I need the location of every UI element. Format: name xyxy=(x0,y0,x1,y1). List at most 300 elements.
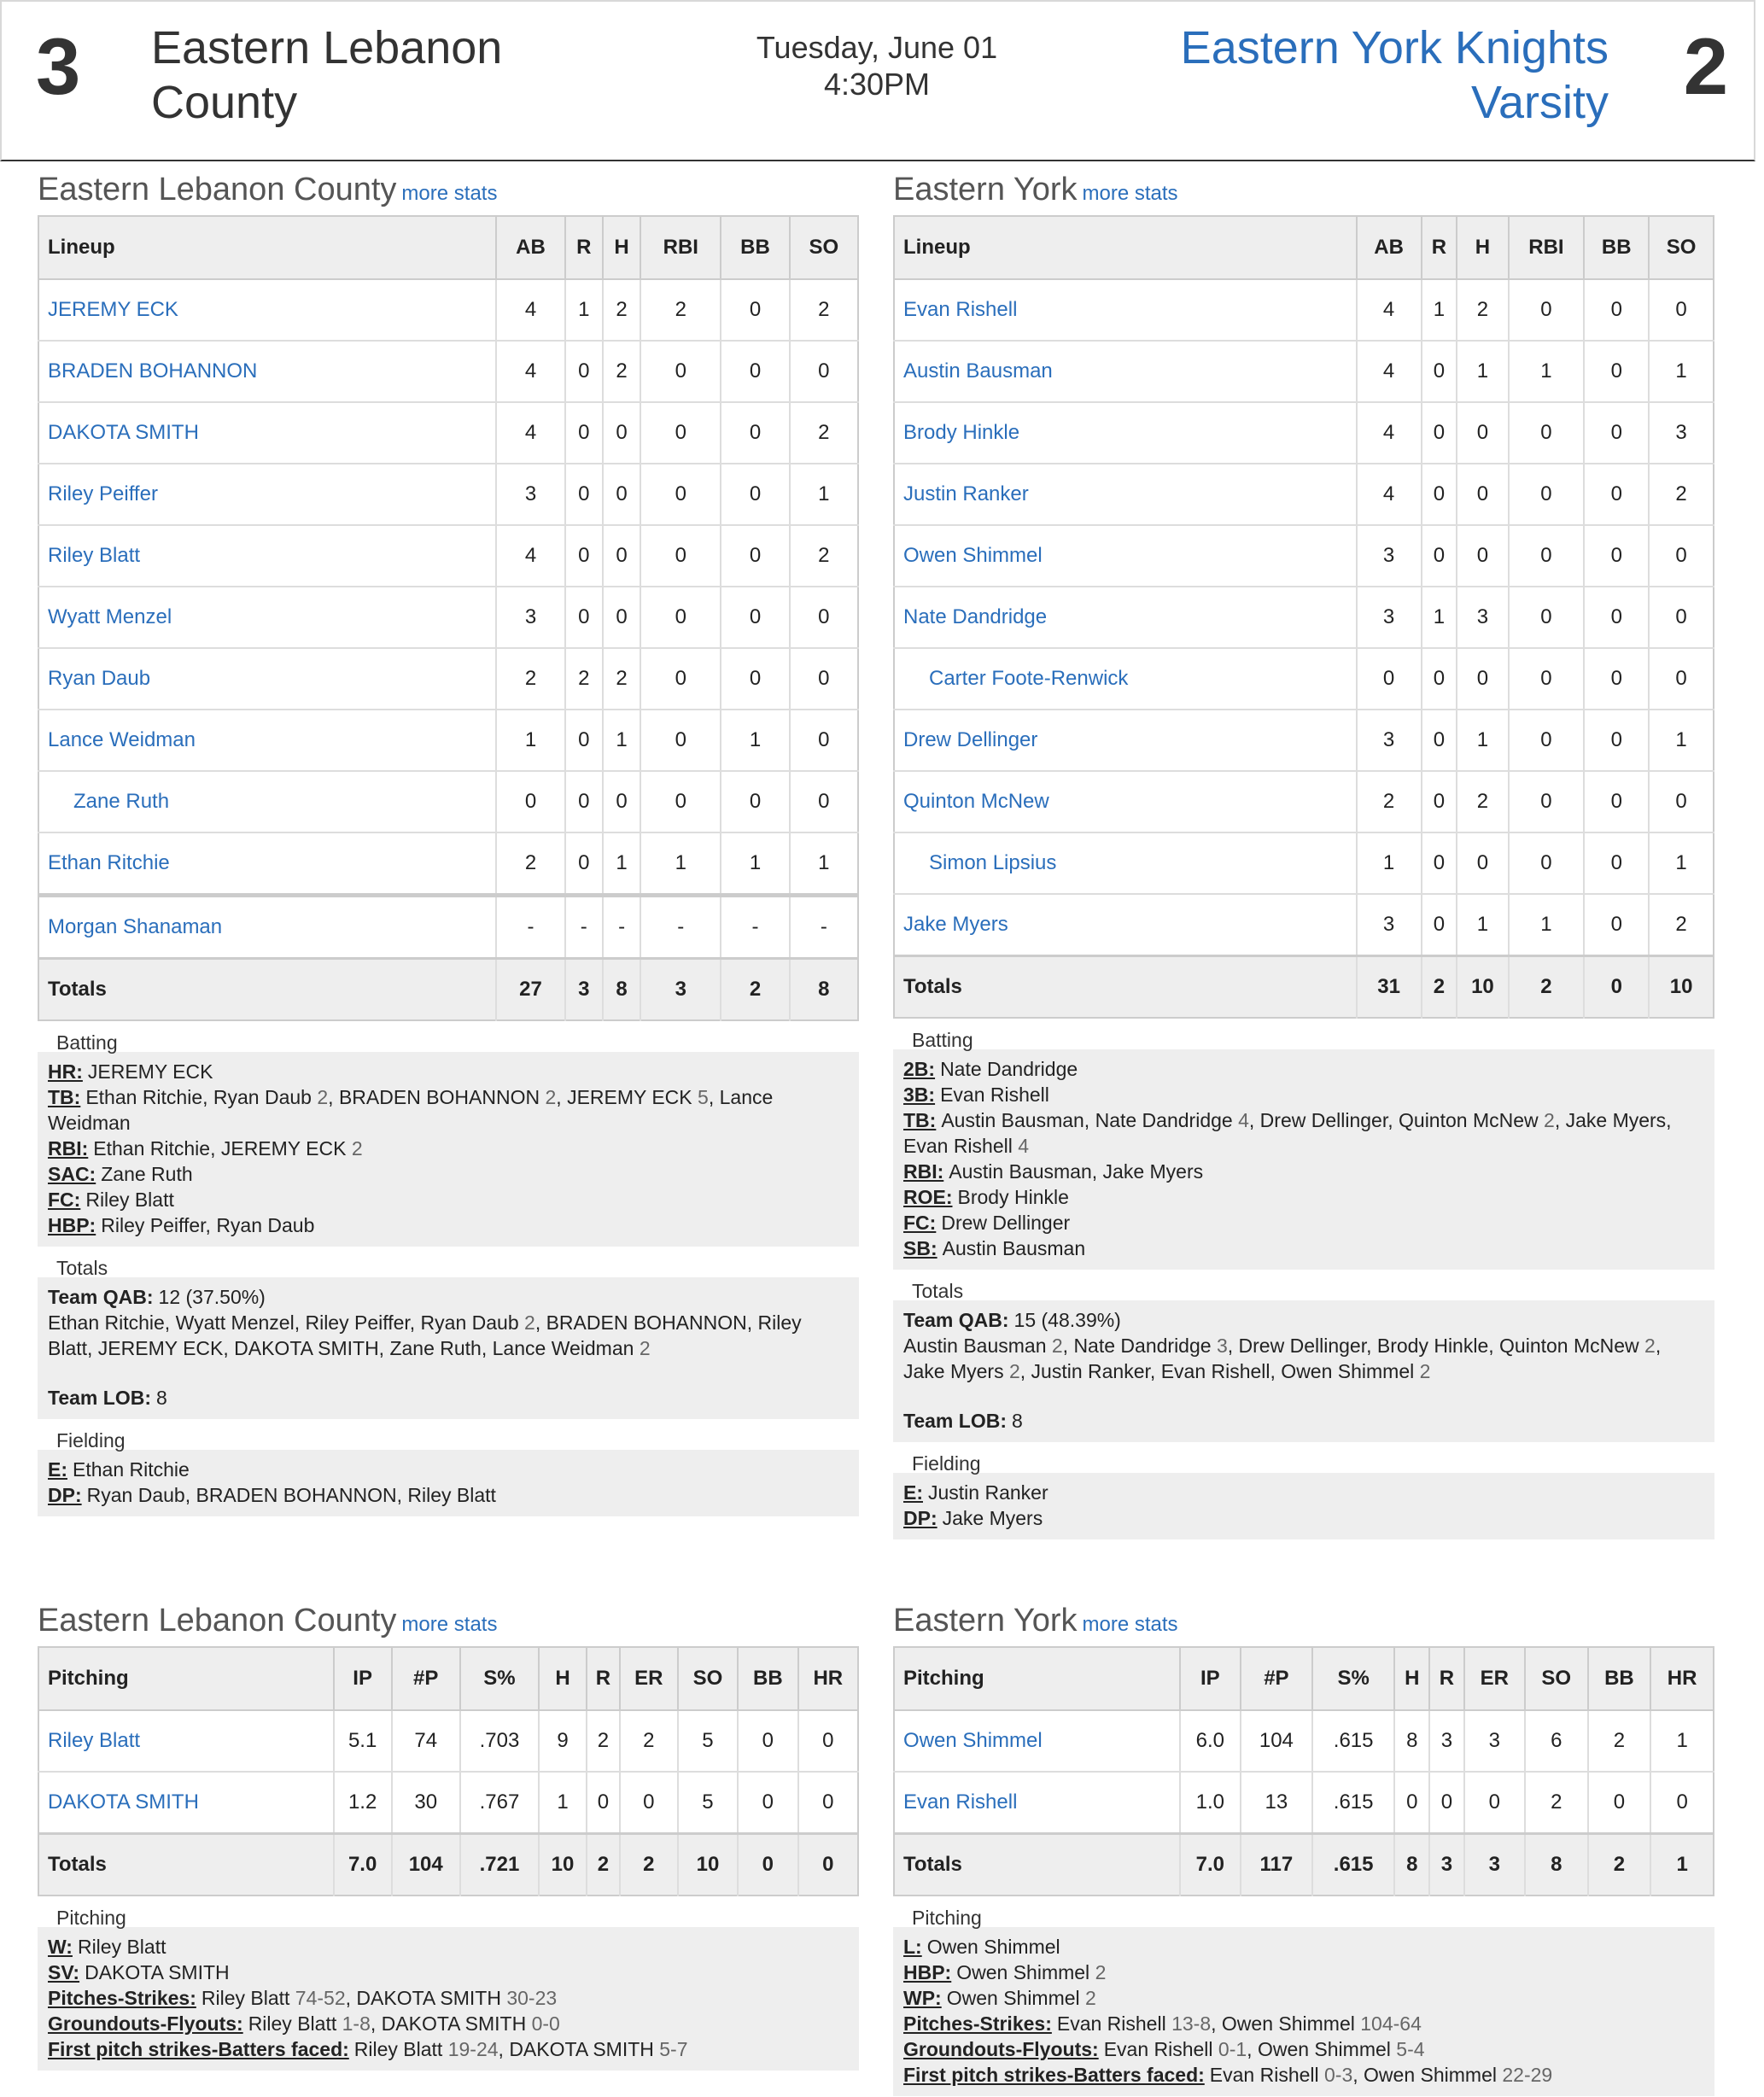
player-name-link[interactable]: Riley Peiffer xyxy=(38,464,496,525)
totals-summary xyxy=(38,1257,859,1419)
stat-cell: 8 xyxy=(1394,1710,1429,1772)
totals-label: Totals xyxy=(894,956,1357,1019)
player-name-link[interactable]: Quinton McNew xyxy=(894,771,1357,832)
stat-cell: 0 xyxy=(1584,832,1649,894)
column-header: HR xyxy=(1650,1647,1714,1710)
stat-cell: 0 xyxy=(640,771,721,832)
stat-cell: 3 xyxy=(1357,525,1422,587)
stat-cell: 0 xyxy=(790,710,858,771)
player-name-link[interactable]: Morgan Shanaman xyxy=(38,896,496,959)
totals-cell: 2 xyxy=(721,959,789,1021)
stat-value: , Owen Shimmel xyxy=(1352,2064,1503,2086)
stat-line xyxy=(903,1408,1704,1434)
totals-cell: 10 xyxy=(1457,956,1508,1019)
team-title: Eastern Lebanon County xyxy=(38,172,397,207)
stat-value: 22-29 xyxy=(1502,2064,1553,2086)
stat-line xyxy=(48,1985,849,2011)
stat-cell: 0 xyxy=(721,402,789,464)
player-name-link[interactable]: Riley Blatt xyxy=(38,525,496,587)
stat-cell: 4 xyxy=(496,402,564,464)
totals-cell: 0 xyxy=(738,1834,797,1896)
stat-cell: 0 xyxy=(1457,402,1508,464)
player-row xyxy=(38,771,858,832)
left-batting-section xyxy=(38,164,859,1516)
stat-cell: 3 xyxy=(1457,587,1508,648)
more-stats-link[interactable]: more stats xyxy=(1082,182,1178,205)
stat-cell: 0 xyxy=(640,464,721,525)
section-title xyxy=(38,1595,859,1646)
game-time: 4:30PM xyxy=(823,67,931,102)
totals-row xyxy=(38,1834,858,1896)
player-row xyxy=(894,832,1714,894)
player-name-link[interactable]: DAKOTA SMITH xyxy=(38,402,496,464)
player-name-link[interactable]: Brody Hinkle xyxy=(894,402,1357,464)
column-header: R xyxy=(587,1647,620,1710)
stat-cell: 0 xyxy=(790,771,858,832)
player-name-link[interactable]: Austin Bausman xyxy=(894,341,1357,402)
column-header: AB xyxy=(496,216,564,279)
section-title xyxy=(38,164,859,215)
player-name-link[interactable]: Wyatt Menzel xyxy=(38,587,496,648)
stat-cell: 0 xyxy=(1509,279,1585,341)
stat-value: 8 xyxy=(1011,1410,1023,1432)
stat-cell: 0 xyxy=(1588,1772,1651,1834)
stat-cell: 3 xyxy=(496,587,564,648)
stat-cell: 3 xyxy=(1357,894,1422,956)
stat-value: 0-1 xyxy=(1218,2038,1247,2060)
stat-key: E: xyxy=(903,1481,923,1504)
stat-value: 0-3 xyxy=(1324,2064,1353,2086)
stat-cell: 0 xyxy=(1509,832,1585,894)
stat-value: 5-4 xyxy=(1396,2038,1425,2060)
stat-cell: 0 xyxy=(565,710,603,771)
column-header: S% xyxy=(460,1647,539,1710)
stat-cell: 0 xyxy=(1584,710,1649,771)
stat-cell: 1 xyxy=(603,832,640,896)
stat-cell: 3 xyxy=(496,464,564,525)
fielding-summary-legend: Fielding xyxy=(56,1429,126,1452)
stat-value: , Jake Myers xyxy=(903,1335,1662,1382)
player-row xyxy=(38,1710,858,1772)
stat-cell: 0 xyxy=(721,771,789,832)
stat-cell: 0 xyxy=(620,1772,678,1834)
stat-cell: 1 xyxy=(790,832,858,896)
player-row xyxy=(38,710,858,771)
stat-cell: 0 xyxy=(1457,525,1508,587)
totals-label: Totals xyxy=(38,1834,334,1896)
player-name-link[interactable]: Lance Weidman xyxy=(38,710,496,771)
totals-cell: 2 xyxy=(1588,1834,1651,1896)
column-header: R xyxy=(1429,1647,1464,1710)
stat-value: Ethan Ritchie, JEREMY ECK xyxy=(93,1137,352,1159)
stat-cell: 1 xyxy=(1457,894,1508,956)
stat-cell: 0 xyxy=(721,525,789,587)
stat-cell: 0 xyxy=(738,1710,797,1772)
player-row xyxy=(894,771,1714,832)
stat-key: FC: xyxy=(903,1212,937,1234)
pitching-table xyxy=(38,1646,859,1896)
player-row xyxy=(894,1772,1714,1834)
stat-key: TB: xyxy=(48,1086,81,1108)
stat-key: First pitch strikes-Batters faced: xyxy=(48,2038,349,2060)
stat-value: 2 xyxy=(639,1337,651,1359)
stat-cell: 4 xyxy=(1357,279,1422,341)
stat-cell: 3 xyxy=(1429,1710,1464,1772)
stat-key: FC: xyxy=(48,1189,81,1211)
stat-cell: 0 xyxy=(603,464,640,525)
stat-value: Evan Rishell xyxy=(1056,2012,1172,2035)
stat-cell: 4 xyxy=(1357,464,1422,525)
more-stats-link[interactable]: more stats xyxy=(401,1613,498,1636)
stat-line xyxy=(48,1482,849,1508)
home-team-name: Eastern Lebanon County xyxy=(151,22,503,128)
totals-cell: 117 xyxy=(1241,1834,1312,1896)
stat-line xyxy=(48,1385,849,1411)
stat-line xyxy=(48,2011,849,2036)
stat-cell: 0 xyxy=(565,771,603,832)
stat-cell: 1 xyxy=(603,710,640,771)
batting-summary-legend: Batting xyxy=(56,1031,118,1054)
player-name-link[interactable]: Drew Dellinger xyxy=(894,710,1357,771)
stat-cell: 0 xyxy=(1422,771,1457,832)
stat-cell: 3 xyxy=(1357,587,1422,648)
stat-line xyxy=(903,1107,1704,1159)
totals-cell: 27 xyxy=(496,959,564,1021)
player-name-link[interactable]: DAKOTA SMITH xyxy=(38,1772,334,1834)
totals-label: Totals xyxy=(894,1834,1180,1896)
table-header-row xyxy=(894,1647,1714,1710)
stat-cell: 0 xyxy=(1357,648,1422,710)
stat-value: 15 (48.39%) xyxy=(1013,1309,1121,1331)
column-header: BB xyxy=(738,1647,797,1710)
stat-cell: 0 xyxy=(565,587,603,648)
column-header: IP xyxy=(1180,1647,1241,1710)
table-header-row xyxy=(894,216,1714,279)
team-title: Eastern Lebanon County xyxy=(38,1603,397,1638)
player-row xyxy=(894,402,1714,464)
stat-cell: - xyxy=(721,896,789,959)
stat-value: Austin Bausman, Jake Myers xyxy=(949,1160,1204,1183)
stat-key: Pitches-Strikes: xyxy=(903,2012,1052,2035)
stat-cell: 4 xyxy=(496,525,564,587)
stat-key: Team LOB: xyxy=(903,1410,1007,1432)
player-name-link[interactable]: Evan Rishell xyxy=(894,279,1357,341)
player-row xyxy=(894,341,1714,402)
stat-line xyxy=(903,2062,1704,2088)
stat-line xyxy=(48,1084,849,1136)
stat-cell: 0 xyxy=(1584,648,1649,710)
stat-cell: 6 xyxy=(1525,1710,1588,1772)
stat-value: Owen Shimmel xyxy=(946,1987,1086,2009)
stat-value: , JEREMY ECK xyxy=(556,1086,698,1108)
stat-value: 0-0 xyxy=(531,2012,560,2035)
stat-cell: 2 xyxy=(790,402,858,464)
stat-cell: 2 xyxy=(790,525,858,587)
player-row xyxy=(38,587,858,648)
stat-cell: 0 xyxy=(721,341,789,402)
column-header: R xyxy=(1422,216,1457,279)
player-name-link[interactable]: Riley Blatt xyxy=(38,1710,334,1772)
stat-cell: - xyxy=(790,896,858,959)
stat-cell: 1 xyxy=(496,710,564,771)
stat-cell: 1 xyxy=(1509,341,1585,402)
stat-value: Zane Ruth xyxy=(101,1163,193,1185)
stat-cell: 1.0 xyxy=(1180,1772,1241,1834)
stat-key: DP: xyxy=(48,1484,82,1506)
stat-cell: 0 xyxy=(1509,771,1585,832)
stat-value: , Justin Ranker, Evan Rishell, Owen Shimmel xyxy=(1019,1360,1420,1382)
stat-line xyxy=(903,1985,1704,2011)
player-name-link[interactable]: Carter Foote-Renwick xyxy=(894,648,1357,710)
stat-key: Pitches-Strikes: xyxy=(48,1987,196,2009)
stat-cell: 4 xyxy=(496,279,564,341)
section-title xyxy=(893,1595,1714,1646)
stat-cell: 3 xyxy=(1464,1710,1525,1772)
totals-cell: 104 xyxy=(392,1834,460,1896)
totals-summary xyxy=(893,1280,1714,1442)
stat-cell: 0 xyxy=(496,771,564,832)
game-header xyxy=(0,0,1755,161)
stat-cell: 2 xyxy=(790,279,858,341)
pitching-summary xyxy=(893,1907,1714,2096)
stat-value: 2 xyxy=(545,1086,557,1108)
stat-key: HBP: xyxy=(903,1961,952,1983)
stat-value: , BRADEN BOHANNON xyxy=(328,1086,546,1108)
player-name-link[interactable]: Ryan Daub xyxy=(38,648,496,710)
stat-line xyxy=(903,1384,1704,1408)
stat-value: 2 xyxy=(1008,1360,1020,1382)
column-header: H xyxy=(539,1647,587,1710)
stat-cell: 0 xyxy=(1584,894,1649,956)
stat-value: Ethan Ritchie, Ryan Daub xyxy=(85,1086,318,1108)
stat-cell: 1 xyxy=(1422,587,1457,648)
stat-cell: 2 xyxy=(1457,279,1508,341)
player-name-link[interactable]: Evan Rishell xyxy=(894,1772,1180,1834)
column-header: Pitching xyxy=(894,1647,1180,1710)
player-name-link[interactable]: Ethan Ritchie xyxy=(38,832,496,896)
column-header: SO xyxy=(790,216,858,279)
totals-summary-legend: Totals xyxy=(912,1280,964,1302)
stat-cell: 5 xyxy=(678,1710,738,1772)
stat-cell: 0 xyxy=(565,402,603,464)
totals-cell: 7.0 xyxy=(1180,1834,1241,1896)
stat-cell: 0 xyxy=(1649,525,1714,587)
stat-cell: 0 xyxy=(1457,648,1508,710)
stat-value: Jake Myers xyxy=(942,1507,1043,1529)
stat-key: HBP: xyxy=(48,1214,96,1236)
stat-cell: 0 xyxy=(1509,710,1585,771)
player-name-link[interactable]: Nate Dandridge xyxy=(894,587,1357,648)
stat-cell: 0 xyxy=(1584,587,1649,648)
totals-cell: 10 xyxy=(678,1834,738,1896)
stat-value: 2 xyxy=(317,1086,329,1108)
stat-cell: 1 xyxy=(1649,341,1714,402)
totals-cell: 3 xyxy=(1429,1834,1464,1896)
column-header: HR xyxy=(798,1647,858,1710)
pitching-summary-legend: Pitching xyxy=(912,1907,982,1929)
stat-cell: 0 xyxy=(565,341,603,402)
player-name-link[interactable]: Owen Shimmel xyxy=(894,525,1357,587)
stat-line xyxy=(903,2011,1704,2036)
stat-key: SB: xyxy=(903,1237,937,1259)
stat-cell: 0 xyxy=(1509,525,1585,587)
totals-cell: 8 xyxy=(1394,1834,1429,1896)
player-name-link[interactable]: BRADEN BOHANNON xyxy=(38,341,496,402)
stat-cell: 2 xyxy=(587,1710,620,1772)
column-header: Lineup xyxy=(38,216,496,279)
stat-value: , Owen Shimmel xyxy=(1211,2012,1361,2035)
stat-key: Groundouts-Flyouts: xyxy=(903,2038,1099,2060)
stat-key: RBI: xyxy=(903,1160,944,1183)
player-row xyxy=(38,279,858,341)
stat-cell: 0 xyxy=(1584,464,1649,525)
away-team-link[interactable]: Eastern York Knights Varsity xyxy=(1180,22,1609,128)
more-stats-link[interactable]: more stats xyxy=(1082,1613,1178,1636)
player-name-link[interactable]: Owen Shimmel xyxy=(894,1710,1180,1772)
player-name-link[interactable]: Zane Ruth xyxy=(38,771,496,832)
stat-value: 2 xyxy=(1419,1360,1431,1382)
stat-value: , Lance Weidman xyxy=(48,1086,774,1134)
stat-cell: 2 xyxy=(620,1710,678,1772)
stat-cell: 0 xyxy=(565,525,603,587)
stat-value: Riley Blatt xyxy=(77,1936,166,1958)
stat-cell: 0 xyxy=(1649,771,1714,832)
pitching-table xyxy=(893,1646,1714,1896)
stat-cell: 0 xyxy=(565,464,603,525)
stat-value: Ryan Daub, BRADEN BOHANNON, Riley Blatt xyxy=(86,1484,496,1506)
stat-cell: .703 xyxy=(460,1710,539,1772)
totals-cell: 8 xyxy=(603,959,640,1021)
stat-value: , Jake Myers, Evan Rishell xyxy=(903,1109,1672,1157)
section-title xyxy=(893,164,1714,215)
stat-cell: 0 xyxy=(640,710,721,771)
stat-cell: 4 xyxy=(1357,402,1422,464)
player-row xyxy=(38,341,858,402)
fielding-summary-legend: Fielding xyxy=(912,1452,981,1475)
stat-cell: 0 xyxy=(1422,710,1457,771)
stat-value: , DAKOTA SMITH xyxy=(345,1987,507,2009)
stat-line xyxy=(903,1235,1704,1261)
stat-value: Austin Bausman, Nate Dandridge xyxy=(941,1109,1239,1131)
stat-value: Ethan Ritchie xyxy=(73,1458,190,1481)
column-header: ER xyxy=(620,1647,678,1710)
stat-cell: 0 xyxy=(565,832,603,896)
stat-value: Brody Hinkle xyxy=(957,1186,1069,1208)
stat-value: Owen Shimmel xyxy=(956,1961,1095,1983)
stat-cell: 0 xyxy=(1649,648,1714,710)
game-datetime xyxy=(685,29,1069,102)
player-name-link[interactable]: Justin Ranker xyxy=(894,464,1357,525)
stat-line xyxy=(48,1187,849,1212)
stat-value: 5-7 xyxy=(659,2038,688,2060)
stat-cell: 2 xyxy=(1357,771,1422,832)
stat-cell: 0 xyxy=(640,525,721,587)
stat-value: , Owen Shimmel xyxy=(1247,2038,1397,2060)
stat-cell: 2 xyxy=(603,648,640,710)
stat-cell: 2 xyxy=(1649,894,1714,956)
totals-cell: 31 xyxy=(1357,956,1422,1019)
stat-cell: 0 xyxy=(1649,279,1714,341)
stat-value: Evan Rishell xyxy=(1103,2038,1218,2060)
stat-cell: 0 xyxy=(1509,402,1585,464)
stat-value: 2 xyxy=(1095,1961,1107,1983)
more-stats-link[interactable]: more stats xyxy=(401,182,498,205)
player-name-link[interactable]: Simon Lipsius xyxy=(894,832,1357,894)
stat-value: Riley Blatt xyxy=(85,1189,174,1211)
totals-cell: 0 xyxy=(1584,956,1649,1019)
right-batting-section xyxy=(893,164,1714,1539)
stat-value: 13-8 xyxy=(1171,2012,1212,2035)
team-title: Eastern York xyxy=(893,172,1078,207)
stat-cell: 5 xyxy=(678,1772,738,1834)
stat-value: 2 xyxy=(1544,1109,1555,1131)
stat-value: 2 xyxy=(1051,1335,1063,1357)
stat-cell: 0 xyxy=(1584,279,1649,341)
stat-key: 3B: xyxy=(903,1084,936,1106)
stat-value: , Drew Dellinger, Brody Hinkle, Quinton McNew xyxy=(1227,1335,1645,1357)
stat-key: L: xyxy=(903,1936,922,1958)
player-name-link[interactable]: JEREMY ECK xyxy=(38,279,496,341)
stat-key: RBI: xyxy=(48,1137,89,1159)
player-name-link[interactable]: Jake Myers xyxy=(894,894,1357,956)
stat-cell: 0 xyxy=(1584,771,1649,832)
stat-value: 2 xyxy=(351,1137,363,1159)
stat-cell: 0 xyxy=(640,587,721,648)
stat-key: DP: xyxy=(903,1507,937,1529)
stat-cell: 1 xyxy=(1457,341,1508,402)
column-header: SO xyxy=(1649,216,1714,279)
stat-line xyxy=(903,1184,1704,1210)
column-header: Lineup xyxy=(894,216,1357,279)
column-header: BB xyxy=(1588,1647,1651,1710)
stat-cell: .615 xyxy=(1312,1710,1395,1772)
column-header: AB xyxy=(1357,216,1422,279)
player-row xyxy=(894,894,1714,956)
player-row xyxy=(38,1772,858,1834)
stat-line xyxy=(903,1056,1704,1082)
stat-cell: 5.1 xyxy=(334,1710,392,1772)
table-header-row xyxy=(38,216,858,279)
stat-line xyxy=(48,1934,849,1960)
totals-cell: .721 xyxy=(460,1834,539,1896)
stat-cell: 0 xyxy=(603,525,640,587)
stat-line xyxy=(903,1082,1704,1107)
stat-value: JEREMY ECK xyxy=(87,1060,213,1083)
stat-cell: 2 xyxy=(496,648,564,710)
stat-cell: 0 xyxy=(721,464,789,525)
totals-label: Totals xyxy=(38,959,496,1021)
totals-cell: 2 xyxy=(1422,956,1457,1019)
totals-row xyxy=(894,956,1714,1019)
stat-cell: 0 xyxy=(1457,832,1508,894)
totals-cell: 10 xyxy=(1649,956,1714,1019)
right-pitching-section xyxy=(893,1595,1714,2096)
stat-value: 19-24 xyxy=(447,2038,499,2060)
stat-value: 2 xyxy=(524,1311,535,1334)
stat-key: WP: xyxy=(903,1987,942,2009)
stat-cell: 1 xyxy=(1650,1710,1714,1772)
team-title: Eastern York xyxy=(893,1603,1078,1638)
stat-value: Austin Bausman xyxy=(942,1237,1086,1259)
fielding-summary xyxy=(38,1429,859,1516)
stat-cell: 6.0 xyxy=(1180,1710,1241,1772)
column-header: R xyxy=(565,216,603,279)
stat-key: E: xyxy=(48,1458,67,1481)
stat-cell: 1 xyxy=(1509,894,1585,956)
player-row xyxy=(894,525,1714,587)
stat-cell: - xyxy=(603,896,640,959)
stat-value: 12 (37.50%) xyxy=(158,1286,266,1308)
